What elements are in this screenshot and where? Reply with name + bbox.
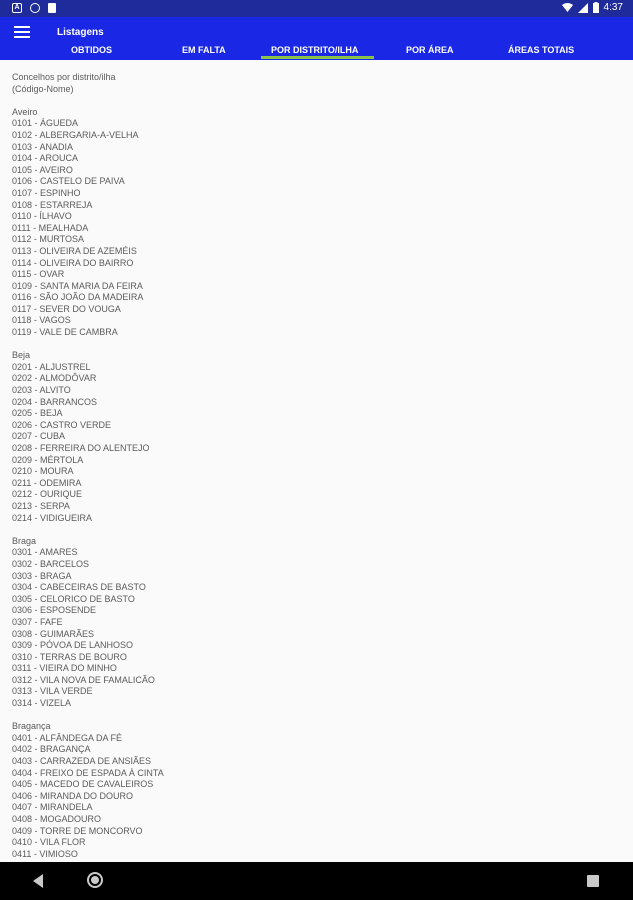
document-icon [48,3,56,13]
concelho-item: 0401 - ALFÂNDEGA DA FÉ [12,732,123,743]
concelho-item: 0201 - ALJUSTREL [12,361,91,372]
concelho-item: 0206 - CASTRO VERDE [12,419,112,430]
concelho-item: 0208 - FERREIRA DO ALENTEJO [12,443,150,453]
concelho-item: 0110 - ÍLHAVO [12,211,72,222]
concelho-item: 0305 - CELORICO DE BASTO [12,593,135,604]
concelho-item: 0116 - SÃO JOÃO DA MADEIRA [12,292,144,303]
tab-por-area[interactable]: POR ÁREA [406,45,454,55]
concelho-item: 0403 - CARRAZEDA DE ANSIÃES [12,756,152,767]
signal-icon [578,3,588,13]
system-icons [562,2,623,13]
concelho-item: 0112 - MURTOSA [12,234,85,245]
concelho-item: 0311 - VIEIRA DO MINHO [12,663,117,674]
concelho-item: 0411 - VIMIOSO [12,848,78,859]
concelho-item: 0409 - TORRE DE MONCORVO [12,825,143,836]
concelho-item: 0108 - ESTARREJA [12,199,93,210]
concelho-item: 0205 - BEJA [12,408,63,419]
concelho-item: 0402 - BRAGANÇA [12,744,91,755]
concelho-item: 0101 - ÁGUEDA [12,118,79,129]
concelho-item: 0304 - CABECEIRAS DE BASTO [12,582,146,593]
concelho-item: 0407 - MIRANDELA [12,802,93,813]
concelho-item: 0207 - CUBA [12,431,66,442]
concelho-item: 0303 - BRAGA [12,570,72,581]
tab-obtidos[interactable]: OBTIDOS [71,45,113,55]
concelho-item: 0109 - SANTA MARIA DA FEIRA [12,280,143,291]
concelho-item: 0314 - VIZELA [12,698,72,709]
concelho-item: 0106 - CASTELO DE PAIVA [12,176,125,187]
concelho-item: 0202 - ALMODÔVAR [12,373,97,384]
concelho-item: 0118 - VAGOS [12,315,71,326]
concelho-item: 0111 - MEALHADA [12,222,89,233]
concelho-item: 0310 - TERRAS DE BOURO [12,651,127,662]
concelho-item: 0213 - SERPA [12,500,70,511]
concelho-item: 0306 - ESPOSENDE [12,605,97,616]
district-name: Beja [12,350,31,361]
district-name: Aveiro [12,106,38,117]
concelho-item: 0308 - GUIMARÃES [12,628,95,639]
concelho-item: 0410 - VILA FLOR [12,837,86,848]
concelho-item: 0309 - PÓVOA DE LANHOSO [12,640,134,651]
concelho-item: 0204 - BARRANCOS [12,396,98,407]
concelho-item: 0313 - VILA VERDE [12,686,93,697]
district-section [12,721,612,860]
concelho-item: 0210 - MOURA [12,466,74,477]
concelho-item: 0211 - ODEMIRA [12,477,82,488]
district-section [12,350,612,524]
concelho-item: 0301 - AMARES [12,547,78,558]
concelhos-list [12,72,612,860]
concelho-item: 0302 - BARCELOS [12,558,90,569]
concelho-item: 0312 - VILA NOVA DE FAMALICÃO [12,674,155,685]
concelho-item: 0405 - MACEDO DE CAVALEIROS [12,779,154,790]
concelho-item: 0113 - OLIVEIRA DE AZEMÉIS [12,245,137,256]
district-section [12,107,612,339]
concelho-item: 0103 - ANADIA [12,141,74,152]
battery-icon [593,2,599,13]
concelho-item: 0115 - OVAR [12,269,65,280]
navigation-bar [0,862,633,900]
tab-areas-totais[interactable]: ÁREAS TOTAIS [508,45,575,55]
list-header: Concelhos por distrito/ilha [12,72,116,82]
concelho-item: 0408 - MOGADOURO [12,814,102,824]
notification-icons [12,3,56,13]
concelho-item: 0209 - MÉRTOLA [12,454,84,465]
app-title: Listagens [57,27,104,38]
concelho-item: 0214 - VIDIGUEIRA [12,512,93,523]
app-bar [0,17,633,60]
district-section [12,536,612,710]
districts-container [12,107,612,861]
district-name: Bragança [12,721,51,732]
clock: 4:37 [603,2,623,13]
tab-por-distrito-ilha[interactable]: POR DISTRITO/ILHA [271,45,359,55]
list-subheader: (Código-Nome) [12,83,74,94]
active-tab-indicator [261,56,374,59]
concelho-item: 0404 - FREIXO DE ESPADA À CINTA [12,767,164,778]
concelho-item: 0406 - MIRANDA DO DOURO [12,790,134,801]
concelho-item: 0119 - VALE DE CAMBRA [12,327,118,338]
status-bar [0,0,633,17]
concelho-item: 0105 - AVEIRO [12,164,73,175]
home-icon[interactable] [87,872,103,888]
menu-icon[interactable] [14,26,30,38]
concelho-item: 0212 - OURIQUE [12,489,83,500]
app-notification-icon: A [12,3,22,13]
recent-apps-icon[interactable] [587,875,599,887]
wifi-icon [562,3,573,13]
concelho-item: 0107 - ESPINHO [12,187,81,198]
concelho-item: 0114 - OLIVEIRA DO BAIRRO [12,257,134,268]
concelho-item: 0203 - ALVITO [12,385,71,396]
concelho-item: 0104 - AROUCA [12,153,79,164]
concelho-item: 0117 - SEVER DO VOUGA [12,303,121,314]
back-icon[interactable] [33,874,43,888]
concelho-item: 0102 - ALBERGARIA-A-VELHA [12,129,139,140]
district-name: Braga [12,535,37,546]
tab-em-falta[interactable]: EM FALTA [182,45,226,55]
sync-icon [30,3,40,13]
concelho-item: 0307 - FAFE [12,616,63,627]
